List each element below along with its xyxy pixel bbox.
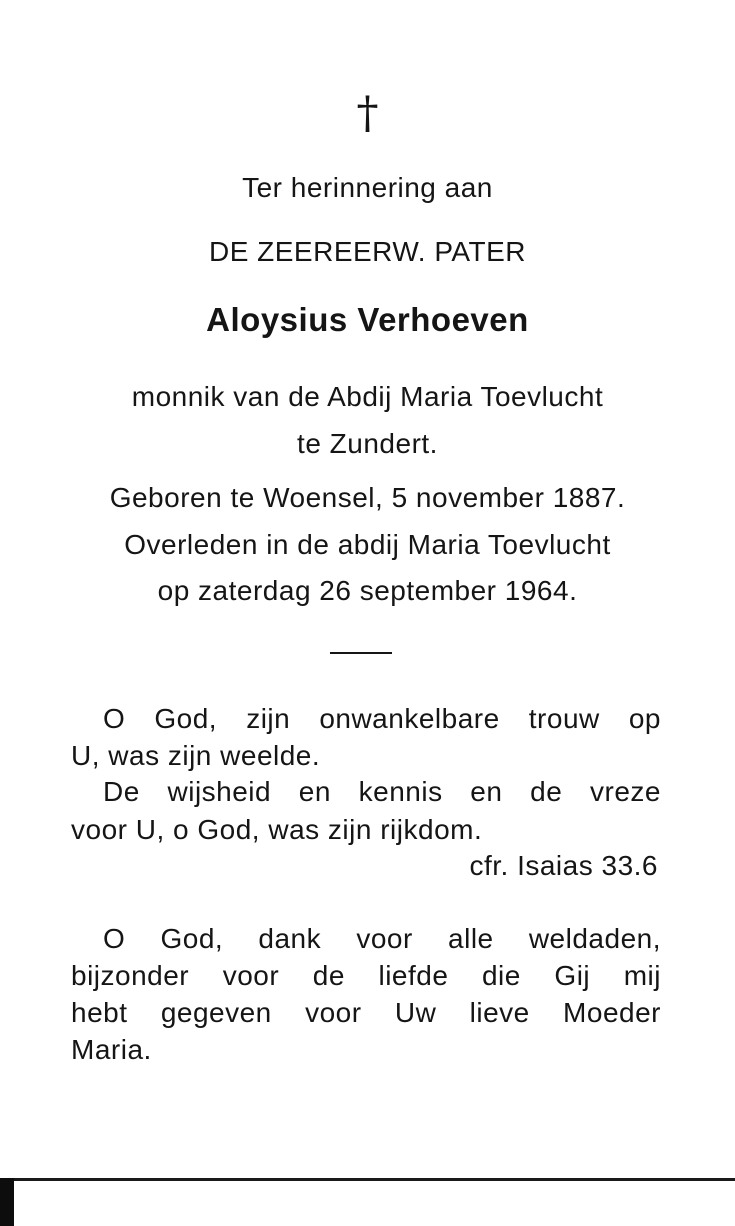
died-line-2: op zaterdag 26 september 1964. [157, 575, 578, 606]
prayer-line-4: Maria. [71, 1034, 152, 1065]
title-line: DE ZEEREERW. PATER [208, 236, 527, 267]
prayer-line-3: hebt gegeven voor Uw lieve Moeder [71, 997, 661, 1028]
separator [330, 652, 392, 654]
prayer-line-2: bijzonder voor de liefde die Gij mij [71, 960, 661, 991]
role-line-2: te Zundert. [297, 428, 438, 459]
verse-line-1: O God, zijn onwankelbare trouw op [103, 703, 661, 734]
intro-line: Ter herinnering aan [242, 172, 493, 203]
verse-reference: cfr. Isaias 33.6 [469, 850, 658, 881]
cross-icon: † [356, 88, 379, 139]
prayer-line-1: O God, dank voor alle weldaden, [103, 923, 661, 954]
born-line: Geboren te Woensel, 5 november 1887. [109, 482, 626, 513]
verse-line-4: voor U, o God, was zijn rijkdom. [71, 814, 483, 845]
verse-line-2: U, was zijn weelde. [71, 740, 321, 771]
bottom-corner [0, 1178, 14, 1226]
died-line-1: Overleden in de abdij Maria Toevlucht [124, 529, 611, 560]
deceased-name: Aloysius Verhoeven [206, 301, 529, 338]
role-line-1: monnik van de Abdij Maria Toevlucht [131, 381, 604, 412]
verse-line-3: De wijsheid en kennis en de vreze [103, 776, 661, 807]
bottom-border [14, 1178, 735, 1181]
